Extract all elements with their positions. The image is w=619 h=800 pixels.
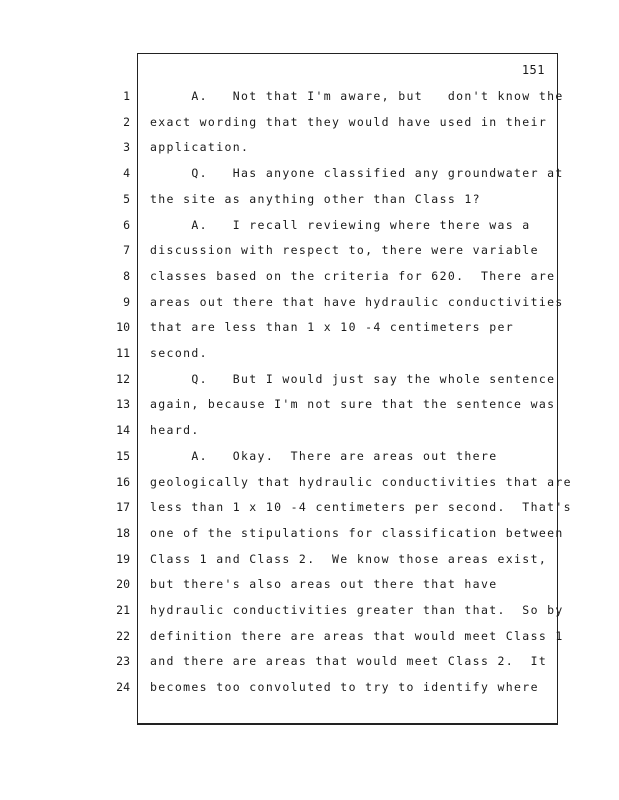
line-text: one of the stipulations for classification between	[150, 525, 564, 540]
line-number: 21	[116, 603, 130, 617]
line-number: 2	[123, 114, 130, 129]
line-text: that are less than 1 x 10 -4 centimeters per	[150, 320, 515, 335]
line-text: areas out there that have hydraulic conductivities	[150, 294, 564, 309]
line-text: but there's also areas out there that have	[150, 577, 498, 592]
line-text: application.	[150, 140, 250, 155]
line-number: 10	[116, 320, 130, 335]
line-number: 12	[116, 371, 130, 386]
line-number: 3	[123, 140, 130, 155]
line-number: 23	[116, 654, 130, 669]
line-number: 1	[123, 89, 130, 103]
line-text: Q. But I would just say the whole sentence	[150, 371, 556, 386]
line-number: 6	[123, 217, 130, 232]
line-text: less than 1 x 10 -4 centimeters per second. That's	[150, 500, 572, 515]
line-number: 7	[123, 243, 130, 258]
line-text: A. Not that I'm aware, but don't know the	[150, 89, 564, 103]
line-text: the site as anything other than Class 1?	[150, 191, 481, 206]
page-frame-bottom-edge	[137, 723, 558, 725]
page-number: 151	[521, 63, 545, 77]
line-number: 17	[116, 500, 130, 515]
line-number: 19	[116, 551, 130, 566]
line-number: 15	[116, 448, 130, 463]
line-number: 22	[116, 628, 130, 643]
line-number: 20	[116, 577, 130, 592]
line-text: geologically that hydraulic conductivities that are	[150, 474, 572, 489]
line-number: 11	[116, 346, 130, 360]
line-number: 8	[123, 268, 130, 283]
line-number: 9	[123, 294, 130, 309]
line-text: discussion with respect to, there were variable	[150, 243, 539, 258]
line-text: becomes too convoluted to try to identify where	[150, 680, 539, 695]
line-number: 4	[123, 166, 130, 181]
line-text: A. Okay. There are areas out there	[150, 448, 498, 463]
line-text: Class 1 and Class 2. We know those areas exist,	[150, 551, 548, 566]
line-number: 24	[116, 680, 130, 695]
line-text: Q. Has anyone classified any groundwater at	[150, 166, 564, 181]
line-text: second.	[150, 346, 208, 360]
line-number: 16	[116, 474, 130, 489]
line-number: 14	[116, 423, 130, 438]
line-number: 5	[123, 191, 130, 206]
line-text: exact wording that they would have used in their	[150, 114, 548, 129]
line-number: 13	[116, 397, 130, 412]
line-text: heard.	[150, 423, 200, 438]
line-text: again, because I'm not sure that the sentence was	[150, 397, 556, 412]
line-number: 18	[116, 525, 130, 540]
line-text: and there are areas that would meet Class 2. It	[150, 654, 548, 669]
line-text: definition there are areas that would meet Class 1	[150, 628, 564, 643]
line-text: hydraulic conductivities greater than that. So by	[150, 603, 564, 617]
line-text: A. I recall reviewing where there was a	[150, 217, 531, 232]
line-text: classes based on the criteria for 620. There are	[150, 268, 556, 283]
